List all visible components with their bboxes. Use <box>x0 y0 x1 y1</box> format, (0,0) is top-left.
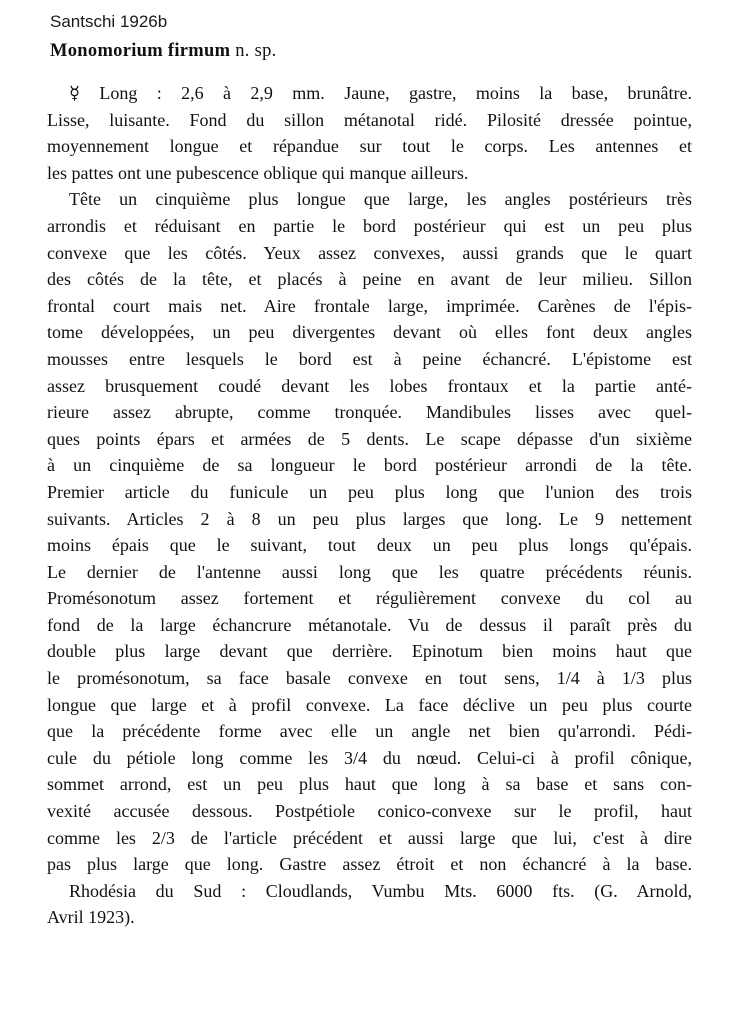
text-line: à un cinquième de sa longueur le bord postérieur arrondi de la tête. <box>47 455 692 476</box>
text-line: assez brusquement coudé devant les lobes frontaux et la partie anté- <box>47 375 692 396</box>
text-line: les pattes ont une pubescence oblique qui manque ailleurs. <box>47 162 469 183</box>
text-line: longue que large et à profil convexe. La face déclive un peu plus courte <box>47 694 692 715</box>
text-line: mousses entre lesquels le bord est à peine échancré. L'épistome est <box>47 348 692 369</box>
text-line: fond de la large échancrure métanotale. Vu de dessus il paraît près du <box>47 614 692 635</box>
text-line: Promésonotum assez fortement et régulièrement convexe du col au <box>47 588 692 609</box>
text-line: arrondis et réduisant en partie le bord postérieur qui est un peu plus <box>47 215 692 236</box>
species-name: Monomorium firmum <box>50 41 231 61</box>
text-line: frontal court mais net. Aire frontale large, imprimée. Carènes de l'épis- <box>47 295 692 316</box>
text-line: moyennement longue et répandue sur tout le corps. Les antennes et <box>47 136 692 157</box>
description-text <box>47 80 692 931</box>
new-species-marker: n. sp. <box>230 41 277 61</box>
text-line: cule du pétiole long comme les 3/4 du nœud. Celui-ci à profil cônique, <box>47 747 692 768</box>
text-line: Tête un cinquième plus longue que large, les angles postérieurs très <box>69 189 692 210</box>
text-line: ques points épars et armées de 5 dents. Le scape dépasse d'un sixième <box>47 428 692 449</box>
text-line: suivants. Articles 2 à 8 un peu plus larges que long. Le 9 nettement <box>47 508 692 529</box>
text-line: tome développées, un peu divergentes devant où elles font deux angles <box>47 322 692 343</box>
text-line: le promésonotum, sa face basale convexe en tout sens, 1/4 à 1/3 plus <box>47 668 692 689</box>
text-line: Avril 1923). <box>47 907 135 928</box>
text-line: vexité accusée dessous. Postpétiole conico-convexe sur le profil, haut <box>47 801 692 822</box>
text-line: Rhodésia du Sud : Cloudlands, Vumbu Mts. 6000 fts. (G. Arnold, <box>69 880 692 901</box>
text-line: Lisse, luisante. Fond du sillon métanotal ridé. Pilosité dressée pointue, <box>47 109 692 130</box>
text-line: convexe que les côtés. Yeux assez convexes, aussi grands que le quart <box>47 242 692 263</box>
text-line: ☿ Long : 2,6 à 2,9 mm. Jaune, gastre, moins la base, brunâtre. <box>69 83 692 103</box>
citation-reference: Santschi 1926b <box>50 12 168 31</box>
species-title <box>50 41 277 62</box>
text-line: pas plus large que long. Gastre assez étroit et non échancré à la base. <box>47 854 692 875</box>
text-line: sommet arrond, est un peu plus haut que long à sa base et sans con- <box>47 774 692 795</box>
text-line: Le dernier de l'antenne aussi long que les quatre précédents réunis. <box>47 561 692 582</box>
text-line: que la précédente forme avec elle un angle net bien qu'arrondi. Pédi- <box>47 721 692 742</box>
text-line: Premier article du funicule un peu plus long que l'union des trois <box>47 481 692 502</box>
text-line: comme les 2/3 de l'article précédent et aussi large que lui, c'est à dire <box>47 827 692 848</box>
text-line: moins épais que le suivant, tout deux un peu plus longs qu'épais. <box>47 535 692 556</box>
text-line: rieure assez abrupte, comme tronquée. Mandibules lisses avec quel- <box>47 402 692 423</box>
text-line: double plus large devant que derrière. Epinotum bien moins haut que <box>47 641 692 662</box>
text-line: des côtés de la tête, et placés à peine en avant de leur milieu. Sillon <box>47 269 692 290</box>
